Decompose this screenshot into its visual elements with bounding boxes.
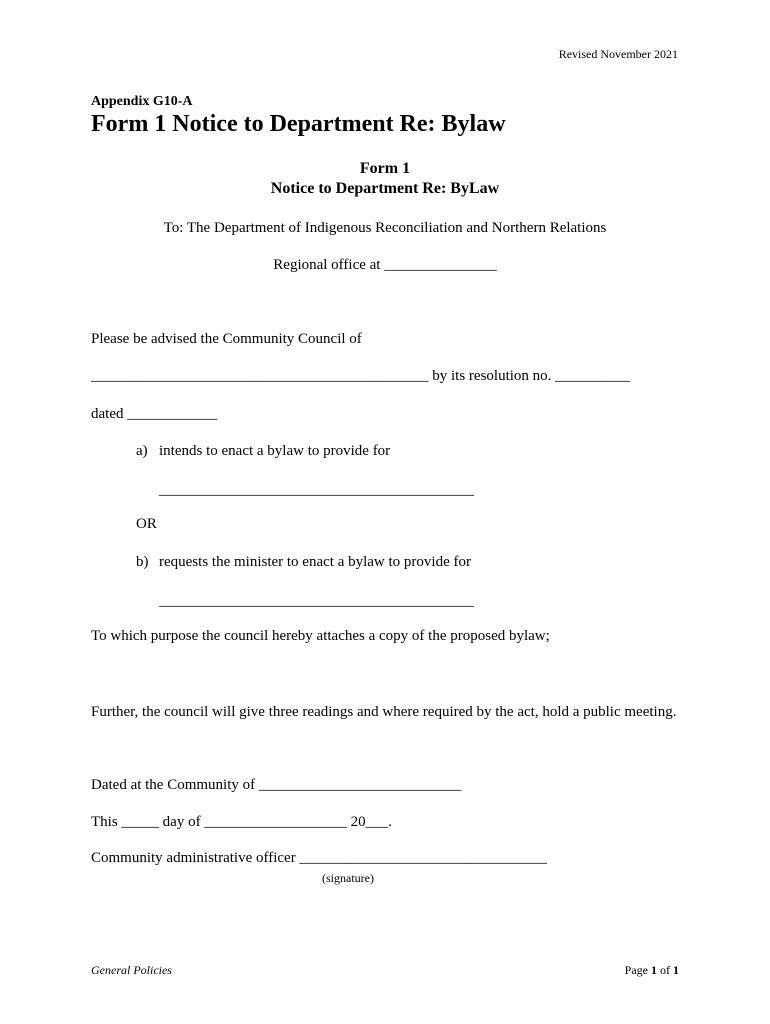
addressee-line: To: The Department of Indigenous Reconciliation and Northern Relations <box>163 220 607 236</box>
footer-section-name: General Policies <box>91 963 172 977</box>
cao-signature-field[interactable]: Community administrative officer _________________________________ <box>91 850 547 866</box>
dated-at-community-field[interactable]: Dated at the Community of ___________________________ <box>91 777 462 793</box>
council-resolution-field[interactable]: _____________________________________________ by its resolution no. __________ <box>91 368 631 384</box>
day-month-year-field[interactable]: This _____ day of ___________________ 20___. <box>91 814 392 830</box>
option-b-label: b) <box>136 554 149 570</box>
page-number <box>625 963 679 978</box>
form-heading-line2: Notice to Department Re: ByLaw <box>270 180 500 197</box>
purpose-text: To which purpose the council hereby attaches a copy of the proposed bylaw; <box>91 628 550 644</box>
form-heading-line1: Form 1 <box>359 160 411 177</box>
page-total: 1 <box>673 963 679 977</box>
advised-text: Please be advised the Community Council of <box>91 331 362 347</box>
page-current: 1 <box>651 963 657 977</box>
appendix-label: Appendix G10-A <box>91 94 193 109</box>
dated-field[interactable]: dated ____________ <box>91 406 218 422</box>
or-separator: OR <box>136 516 157 532</box>
option-b-blank-field[interactable]: __________________________________________ <box>159 593 474 609</box>
page-prefix: Page <box>624 963 651 977</box>
further-text: Further, the council will give three readings and where required by the act, hold a public meeting. <box>91 704 677 720</box>
regional-office-field[interactable]: Regional office at _______________ <box>273 257 497 273</box>
revision-date: Revised November 2021 <box>558 47 678 61</box>
page-title: Form 1 Notice to Department Re: Bylaw <box>91 111 506 137</box>
signature-caption: (signature) <box>322 871 374 885</box>
option-b-text: requests the minister to enact a bylaw to provide for <box>159 554 471 570</box>
option-a-text: intends to enact a bylaw to provide for <box>159 443 391 459</box>
option-a-blank-field[interactable]: __________________________________________ <box>159 482 474 498</box>
page-of: of <box>657 963 673 977</box>
option-a-label: a) <box>136 443 148 459</box>
